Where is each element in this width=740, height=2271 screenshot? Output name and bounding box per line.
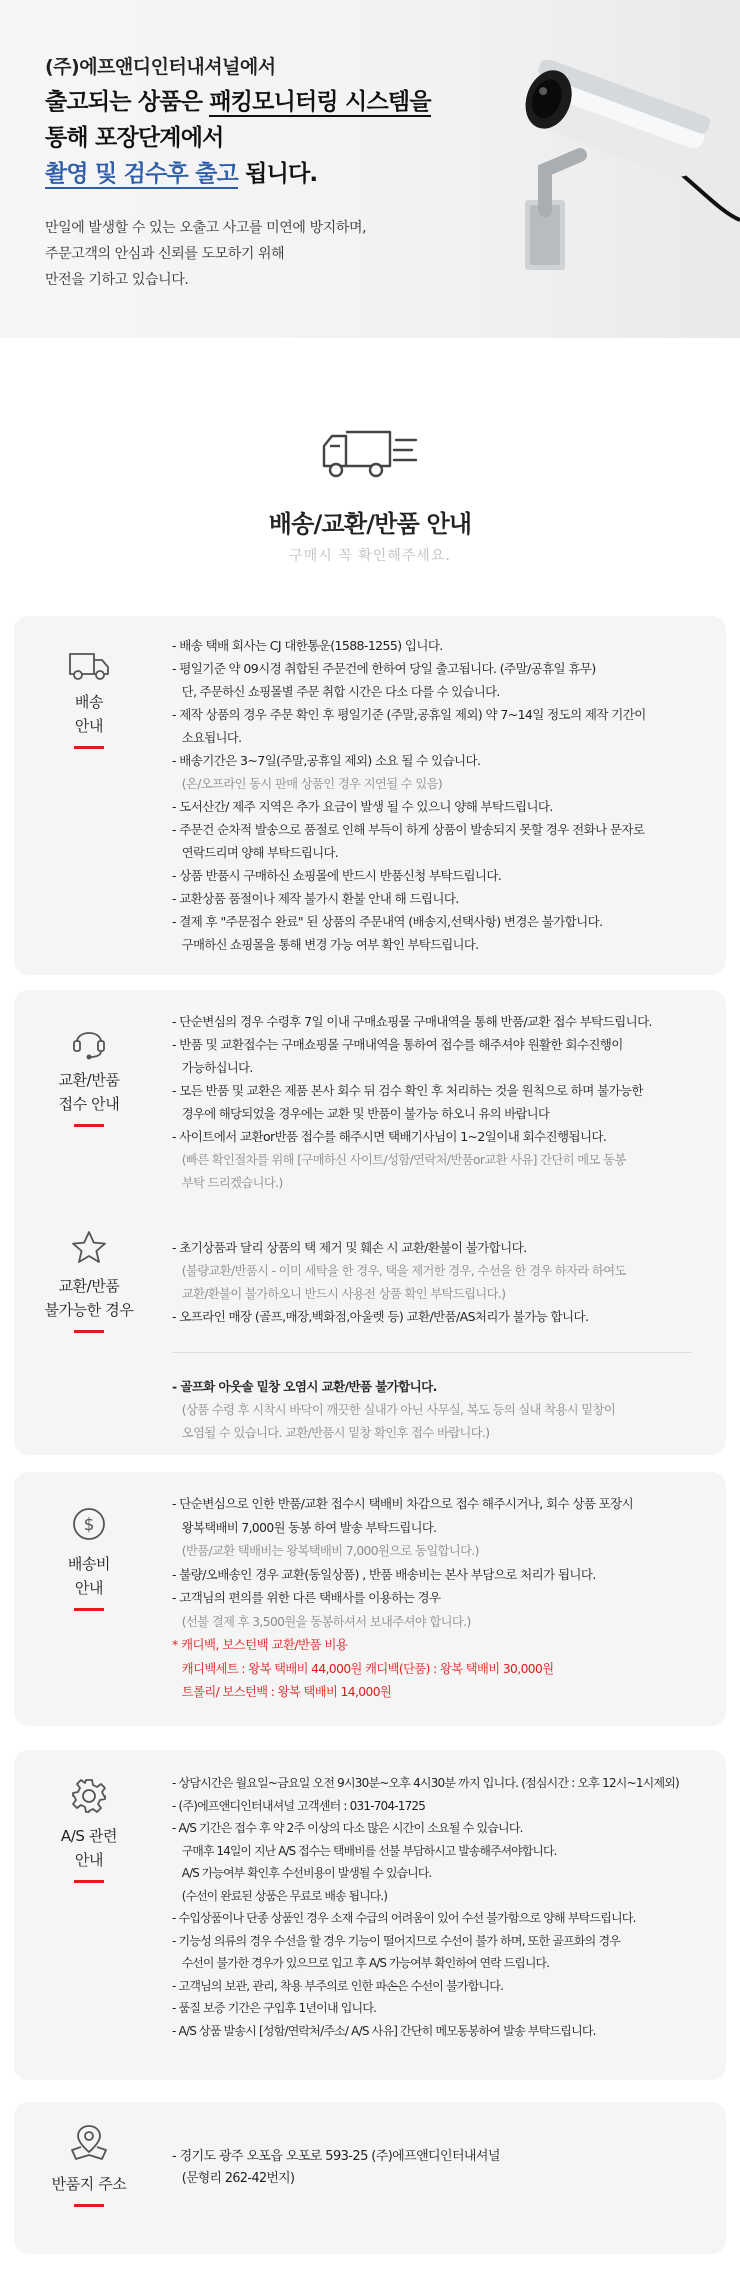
card-shipping-body: [172, 634, 712, 956]
info-line: - 반품 및 교환접수는 구매쇼핑몰 구매내역을 통하여 접수를 해주셔야 원활한 회수진행이: [172, 1037, 623, 1052]
card-shipping: [14, 616, 726, 975]
address-line: (문형리 262-42번지): [181, 2171, 295, 2186]
security-camera-image: [485, 60, 740, 280]
info-line: - 품질 보증 기간은 구입후 1년이내 입니다.: [172, 2001, 377, 2015]
card-exchange-title-1: 교환/반품: [58, 1071, 120, 1089]
info-line: 가능하십니다.: [181, 1060, 253, 1075]
info-line: - 제작 상품의 경우 주문 확인 후 평일기준 (주말,공휴일 제외) 약 7~14일 정도의 제작 기간이: [172, 707, 646, 722]
card-fee-title-2: 안내: [74, 1579, 104, 1597]
info-note: (온/오프라인 동시 판매 상품인 경우 지연될 수 있음): [181, 776, 443, 791]
red-accent-bar: [74, 1124, 104, 1127]
dollar-icon: [69, 1504, 109, 1544]
card-after-service: [14, 1750, 726, 2080]
hero-headline-3: 촬영 및 검수후 출고 됩니다.: [45, 161, 318, 187]
info-note: (상품 수령 후 시착시 바닥이 깨끗한 실내가 아닌 사무실, 복도 등의 실내 착용시 밑창이: [181, 1402, 616, 1417]
info-line: 연락드리며 양해 부탁드립니다.: [181, 845, 339, 860]
card-fee-body: [172, 1492, 712, 1704]
info-line: - 상품 반품시 구매하신 쇼핑몰에 반드시 반품신청 부탁드립니다.: [172, 868, 502, 883]
card-shipping-title-1: 배송: [74, 693, 104, 711]
info-line: 경우에 해당되었을 경우에는 교환 및 반품이 불가능 하오니 유의 바랍니다: [181, 1106, 550, 1121]
card-shipping-title-2: 안내: [74, 717, 104, 735]
card-as-title-2: 안내: [74, 1851, 104, 1869]
card-noexchange-body: [172, 1236, 712, 1444]
info-line: 구매하신 쇼핑몰을 통해 변경 가능 여부 확인 부탁드립니다.: [181, 937, 479, 952]
red-accent-bar: [74, 746, 104, 749]
info-line: - 초기상품과 달리 상품의 택 제거 및 훼손 시 교환/환불이 불가합니다.: [172, 1240, 527, 1255]
info-line: 수선이 불가한 경우가 있으므로 입고 후 A/S 가능여부 확인하여 연락 드립니다.: [181, 1956, 550, 1970]
red-accent-bar: [74, 1880, 104, 1883]
hero-banner: [0, 0, 740, 338]
hero-headline-1: 출고되는 상품은 패킹모니터링 시스템을: [45, 89, 431, 115]
info-line: - 단순변심의 경우 수령후 7일 이내 구매쇼핑몰 구매내역을 통해 반품/교환 접수 부탁드립니다.: [172, 1014, 652, 1029]
info-line: - A/S 기간은 접수 후 약 2주 이상의 다소 많은 시간이 소요될 수 있습니다.: [172, 1821, 523, 1835]
info-line: 소요됩니다.: [181, 730, 242, 745]
info-line: - 도서산간/ 제주 지역은 추가 요금이 발생 될 수 있으니 양해 부탁드립니다.: [172, 799, 553, 814]
section-subtitle: 구매시 꼭 확인해주세요.: [289, 548, 451, 564]
info-line: - 골프화 아웃솔 밑창 오염시 교환/반품 불가합니다.: [172, 1379, 437, 1394]
fee-highlight: 트롤리/ 보스턴백 : 왕복 택배비 14,000원: [181, 1684, 392, 1699]
card-noexchange-header: [14, 1228, 164, 1333]
hero-text: [45, 52, 495, 293]
info-line: 왕복택배비 7,000원 동봉 하여 발송 부탁드립니다.: [181, 1519, 437, 1535]
info-line: (수선이 완료된 상품은 무료로 배송 됩니다.): [181, 1888, 388, 1903]
info-line: - 기능성 의류의 경우 수선을 할 경우 기능이 떨어지므로 수선이 불가 하며, 또한 골프화의 경우: [172, 1933, 621, 1948]
info-line: - 배송기간은 3~7일(주말,공휴일 제외) 소요 될 수 있습니다.: [172, 753, 481, 768]
card-exchange-body: [172, 1010, 712, 1194]
card-fee-title-1: 배송비: [67, 1555, 111, 1573]
info-line: - 수입상품이나 단종 상품인 경우 소재 수급의 어려움이 있어 수선 불가함으로 양해 부탁드립니다.: [172, 1911, 636, 1925]
red-accent-bar: [74, 1330, 104, 1333]
red-accent-bar: [74, 2204, 104, 2207]
hero-headline-2: 통해 포장단계에서: [45, 125, 224, 151]
card-shipping-fee: [14, 1472, 726, 1726]
card-exchange-header: [14, 1020, 164, 1127]
info-note: 오염될 수 있습니다. 교환/반품시 밑창 확인후 접수 바랍니다.): [181, 1425, 490, 1440]
info-line: - 배송 택배 회사는 CJ 대한통운(1588-1255) 입니다.: [172, 638, 443, 653]
gear-icon: [69, 1776, 109, 1816]
svg-text:$: $: [83, 1515, 95, 1535]
address-line: - 경기도 광주 오포읍 오포로 593-25 (주)에프앤디인터내셔널: [172, 2149, 500, 2164]
info-note: (빠른 확인절차를 위해 [구매하신 사이트/성함/연락처/반품or교환 사유] 간단히 메모 동봉: [181, 1152, 626, 1167]
info-line: - 상담시간은 월요일~금요일 오전 9시30분~오후 4시30분 까지 입니다. (점심시간 : 오후 12시~1시제외): [172, 1776, 679, 1790]
info-line: 단, 주문하신 쇼핑몰별 주문 취합 시간은 다소 다를 수 있습니다.: [181, 684, 500, 699]
info-line: - 고객님의 보관, 관리, 착용 부주의로 인한 파손은 수선이 불가합니다.: [172, 1978, 504, 1993]
info-note: (선불 결제 후 3,500원을 동봉하셔서 보내주셔야 합니다.): [181, 1613, 471, 1629]
star-icon: [69, 1228, 109, 1266]
info-line: - 교환상품 품절이나 제작 불가시 환불 안내 해 드립니다.: [172, 891, 459, 906]
info-line: - A/S 상품 발송시 [성함/연락처/주소/ A/S 사유] 간단히 메모동봉하여 발송 부탁드립니다.: [172, 2023, 596, 2038]
card-noexchange-title-2: 불가능한 경우: [44, 1301, 134, 1319]
card-address-body: [172, 2146, 712, 2190]
card-as-title-1: A/S 관련: [60, 1827, 118, 1845]
card-exchange-return: [14, 990, 726, 1455]
card-as-body: [172, 1772, 712, 2042]
info-line: - 사이트에서 교환or반품 접수를 해주시면 택배기사님이 1~2일이내 회수진행됩니다.: [172, 1129, 607, 1144]
info-note: 교환/환불이 불가하오니 반드시 사용전 상품 확인 부탁드립니다.): [181, 1286, 506, 1301]
info-line: - (주)에프앤디인터내셔널 고객센터 : 031-704-1725: [172, 1798, 426, 1813]
card-noexchange-title-1: 교환/반품: [58, 1277, 120, 1295]
fee-highlight: 캐디백세트 : 왕복 택배비 44,000원 캐디백(단품) : 왕복 택배비 30,000원: [181, 1660, 554, 1676]
hero-company: (주)에프앤디인터내셔널에서: [45, 56, 276, 78]
red-accent-bar: [74, 1608, 104, 1611]
info-line: A/S 가능여부 확인후 수선비용이 발생될 수 있습니다.: [181, 1866, 432, 1880]
info-line: - 주문건 순차적 발송으로 품절로 인해 부득이 하게 상품이 발송되지 못할 경우 전화나 문자로: [172, 822, 645, 837]
card-exchange-title-2: 접수 안내: [58, 1095, 120, 1113]
divider: [172, 1352, 692, 1353]
card-address-title: 반품지 주소: [51, 2175, 127, 2193]
info-note: (반품/교환 택배비는 왕복택배비 7,000원으로 동일합니다.): [181, 1543, 479, 1558]
info-line: 구매후 14일이 지난 A/S 접수는 택배비를 선불 부담하시고 발송해주셔야합니다.: [181, 1843, 557, 1858]
info-line: - 불량/오배송인 경우 교환(동일상품) , 반품 배송비는 본사 부담으로 처리가 됩니다.: [172, 1566, 596, 1582]
map-pin-icon: [67, 2120, 111, 2164]
hero-description: 만일에 발생할 수 있는 오출고 사고를 미연에 방지하며, 주문고객의 안심과 신뢰를 도모하기 위해 만전을 기하고 있습니다.: [45, 220, 367, 288]
info-line: - 고객님의 편의를 위한 다른 택배사를 이용하는 경우: [172, 1590, 441, 1605]
info-note: (불량교환/반품시 - 이미 세탁을 한 경우, 택을 제거한 경우, 수선을 한 경우 하자라 하여도: [181, 1263, 626, 1278]
card-shipping-header: [14, 642, 164, 749]
card-as-header: [14, 1776, 164, 1883]
info-line: - 결제 후 "주문접수 완료" 된 상품의 주문내역 (배송지,선택사항) 변경은 불가합니다.: [172, 914, 603, 929]
card-address-header: [14, 2120, 164, 2207]
card-return-address: [14, 2102, 726, 2254]
info-line: - 평일기준 약 09시경 취합된 주문건에 한하여 당일 출고됩니다. (주말/공휴일 휴무): [172, 661, 596, 676]
section-title: 배송/교환/반품 안내: [268, 510, 472, 538]
info-note: 부탁 드리겠습니다.): [181, 1175, 283, 1190]
headset-icon: [69, 1020, 109, 1060]
delivery-truck-icon: [66, 642, 112, 682]
fee-highlight: * 캐디백, 보스턴백 교환/반품 비용: [172, 1637, 348, 1652]
card-fee-header: [14, 1504, 164, 1611]
info-line: - 단순변심으로 인한 반품/교환 접수시 택배비 차감으로 접수 해주시거나, 회수 상품 포장시: [172, 1496, 634, 1511]
truck-icon: [320, 426, 420, 482]
info-line: - 모든 반품 및 교환은 제품 본사 회수 뒤 검수 확인 후 처리하는 것을 원칙으로 하며 불가능한: [172, 1083, 643, 1098]
info-line: - 오프라인 매장 (골프,매장,백화점,아울렛 등) 교환/반품/AS처리가 불가능 합니다.: [172, 1309, 589, 1324]
